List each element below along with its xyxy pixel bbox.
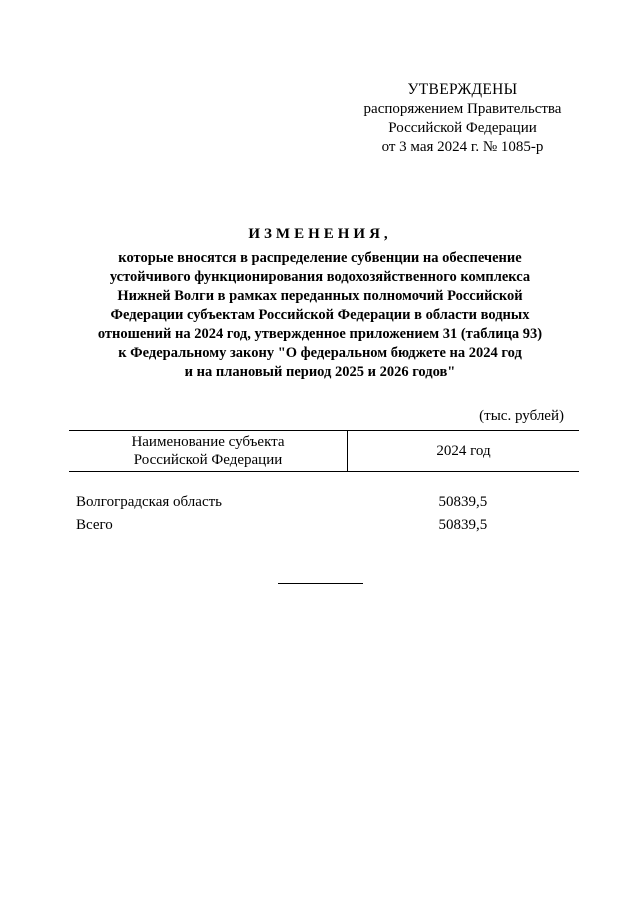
subtitle-line: отношений на 2024 год, утвержденное приложением 31 (таблица 93) [97, 326, 543, 342]
subtitle-line: которые вносятся в распределение субвенции на обеспечение [118, 250, 522, 266]
approval-block [340, 80, 585, 157]
distribution-table [69, 430, 579, 537]
subtitle-line: устойчивого функционирования водохозяйственного комплекса [109, 269, 531, 285]
approval-line-2: Российской Федерации [388, 120, 537, 136]
cell-subject-name: Волгоградская область [76, 494, 222, 510]
approval-line-1: распоряжением Правительства [363, 101, 562, 117]
subtitle-line: к Федеральному закону "О федеральном бюджете на 2024 год [118, 345, 522, 361]
column-header-subject-line-2: Российской Федерации [133, 452, 283, 468]
cell-amount: 50839,5 [438, 494, 488, 510]
document-title: ИЗМЕНЕНИЯ, [248, 226, 392, 242]
column-header-year: 2024 год [348, 431, 580, 472]
table-header-row [69, 431, 579, 472]
column-header-subject-line-1: Наименование субъекта [131, 434, 285, 450]
table-body [69, 472, 579, 538]
approval-heading: УТВЕРЖДЕНЫ [407, 81, 518, 98]
table-row-total [69, 514, 579, 537]
document-subtitle [60, 249, 580, 382]
cell-total-amount: 50839,5 [438, 517, 488, 533]
column-header-subject [69, 431, 348, 472]
table-header [69, 431, 579, 472]
end-separator-line [278, 583, 363, 584]
subtitle-line: Федерации субъектам Российской Федерации в области водных [110, 307, 530, 323]
units-label: (тыс. рублей) [479, 408, 564, 424]
cell-total-label: Всего [76, 517, 113, 533]
subtitle-line: Нижней Волги в рамках переданных полномочий Российской [117, 288, 523, 304]
distribution-table-wrapper [69, 430, 579, 537]
subtitle-line: и на плановый период 2025 и 2026 годов" [184, 364, 456, 380]
approval-line-3: от 3 мая 2024 г. № 1085-р [381, 139, 544, 155]
table-row [69, 472, 579, 515]
